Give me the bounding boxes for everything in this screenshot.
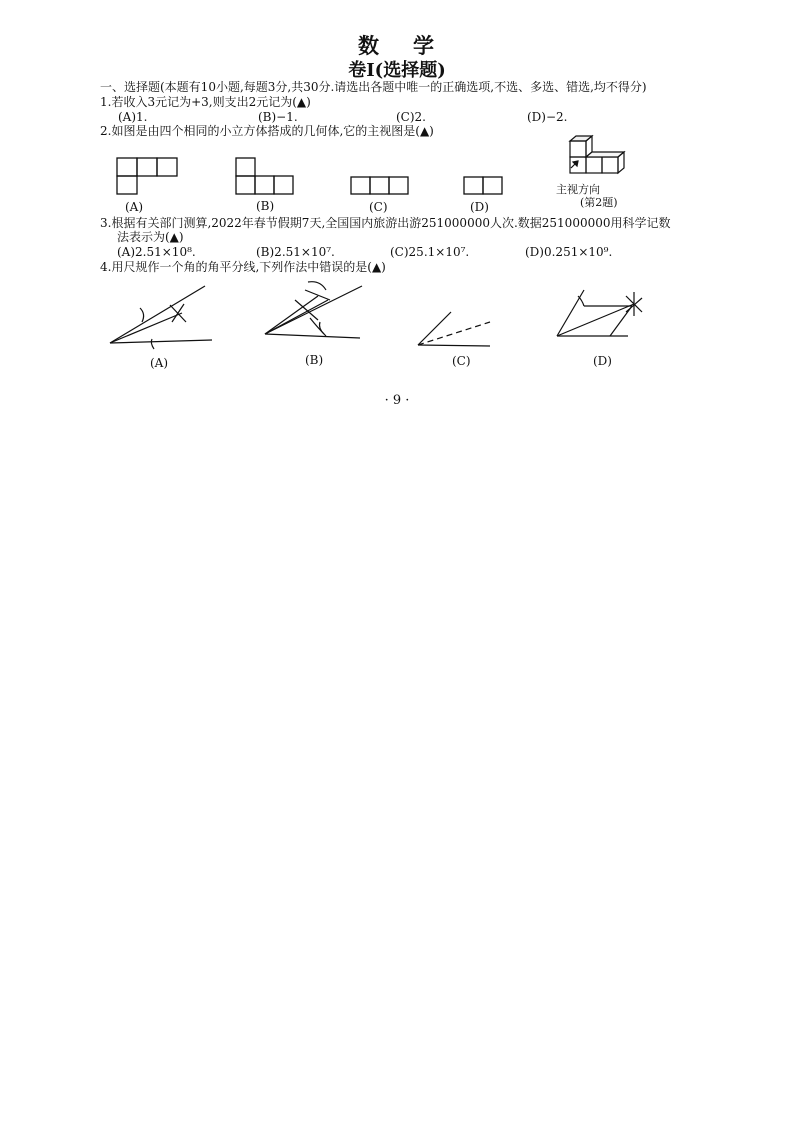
section-title: 卷Ⅰ(选择题) xyxy=(348,60,446,81)
q4-option-a-label: (A) xyxy=(150,356,169,370)
q4-option-d-figure xyxy=(557,290,642,336)
q1-option-c: (C)2. xyxy=(396,110,426,124)
q4-option-a-figure xyxy=(110,286,212,349)
q2-option-c-label: (C) xyxy=(369,200,388,214)
q2-figure-caption: (第2题) xyxy=(580,196,618,209)
q3-option-d: (D)0.251×10⁹. xyxy=(525,245,613,259)
q4-option-c-label: (C) xyxy=(452,354,471,368)
q1-stem: 1.若收入3元记为+3,则支出2元记为(▲) xyxy=(100,95,311,109)
q3-stem-line2: 法表示为(▲) xyxy=(117,230,184,244)
q4-stem: 4.用尺规作一个角的角平分线,下列作法中错误的是(▲) xyxy=(100,260,386,274)
q4-figures xyxy=(0,0,794,420)
section-heading: 一、选择题(本题有10小题,每题3分,共30分.请选出各题中唯一的正确选项,不选、多选、错选,均不得分) xyxy=(100,80,647,94)
q2-option-d-label: (D) xyxy=(470,200,489,214)
q4-option-b-label: (B) xyxy=(305,353,324,367)
q3-option-a: (A)2.51×10⁸. xyxy=(117,245,196,259)
q3-option-c: (C)25.1×10⁷. xyxy=(390,245,470,259)
q2-direction-label: 主视方向 xyxy=(556,183,600,196)
title-char-1: 数 xyxy=(358,33,381,58)
q4-option-c-figure xyxy=(418,312,490,346)
q4-option-b-figure xyxy=(265,282,362,338)
q1-option-b: (B)−1. xyxy=(258,110,298,124)
q4-option-d-label: (D) xyxy=(593,354,612,368)
q1-option-d: (D)−2. xyxy=(527,110,568,124)
page-number-value: 9 xyxy=(392,393,402,408)
title-char-2: 学 xyxy=(413,33,436,58)
q2-stem: 2.如图是由四个相同的小立方体搭成的几何体,它的主视图是(▲) xyxy=(100,124,434,138)
q3-stem-line1: 3.根据有关部门测算,2022年春节假期7天,全国国内旅游出游251000000人次.数据251000000用科学记数 xyxy=(100,216,671,230)
q1-option-a: (A)1. xyxy=(118,110,148,124)
q2-option-a-label: (A) xyxy=(125,200,144,214)
page-number: · 9 · xyxy=(384,393,410,408)
q2-option-b-label: (B) xyxy=(256,199,275,213)
q3-option-b: (B)2.51×10⁷. xyxy=(256,245,335,259)
